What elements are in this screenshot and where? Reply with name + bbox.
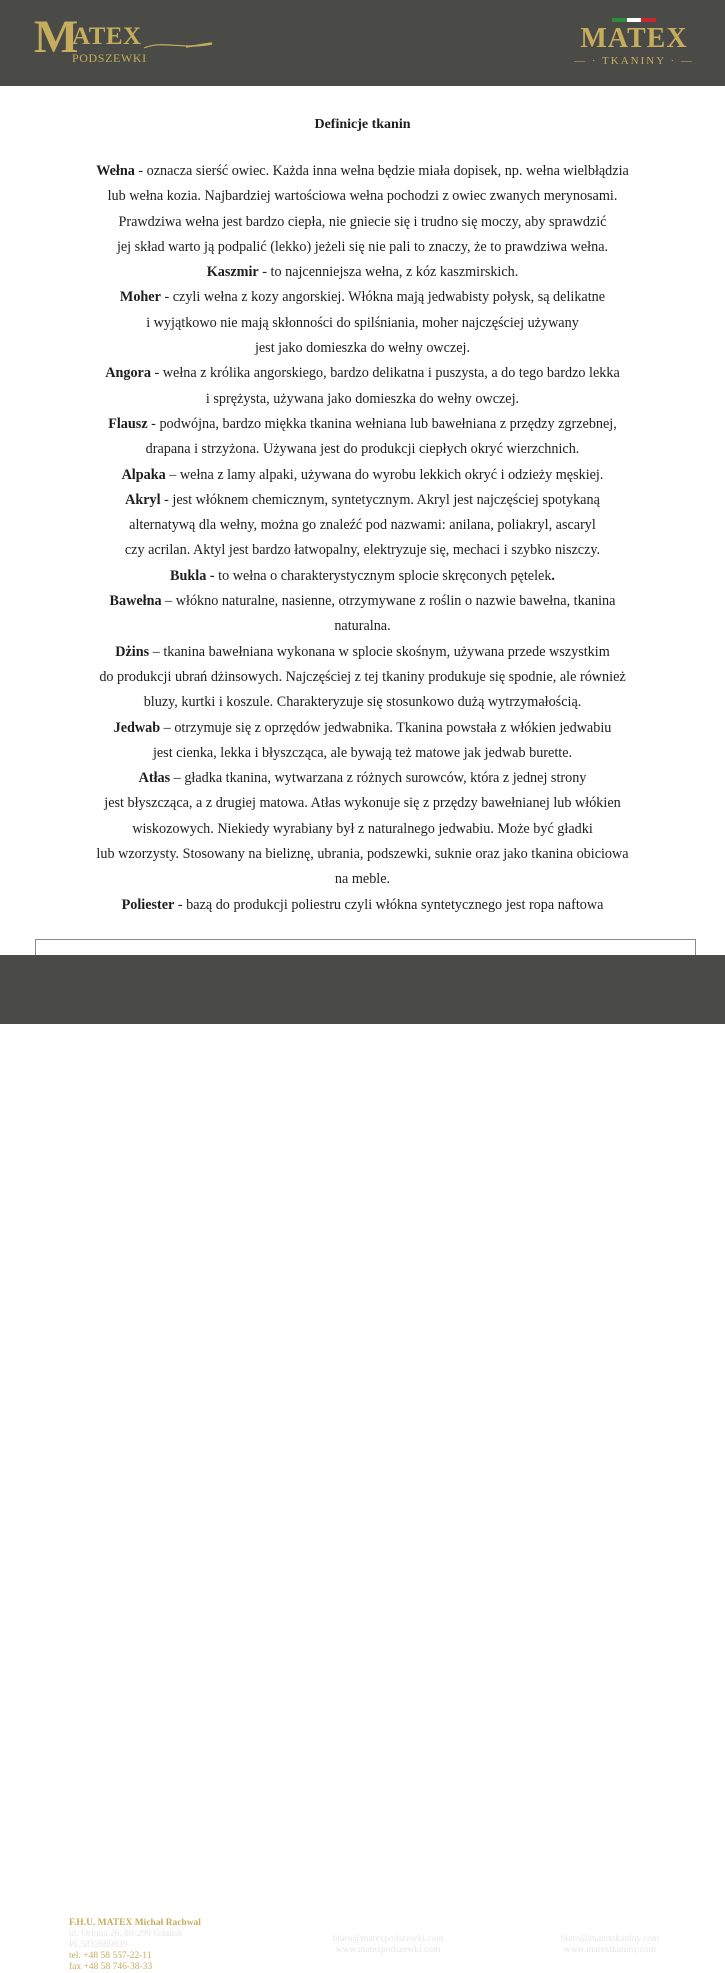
contact-tkaniny [545, 1934, 675, 1956]
definition-trail: . [551, 567, 555, 584]
definition-term: Flausz [108, 415, 148, 432]
definition-text: jest jako domieszka do wełny owczej. [254, 340, 471, 357]
definition-line [40, 361, 685, 386]
logo-word: ATEX [72, 23, 142, 50]
definition-text: i wyjątkowo nie mają skłonności do spilśniania, moher najczęściej używany [146, 314, 579, 331]
definition-line [40, 184, 685, 209]
definition-line [40, 564, 685, 589]
definition-line [40, 614, 685, 639]
definition-text: jej skład warto ją podpalić (lekko) jeżeli się nie pali to znaczy, że to prawdziwa wełna. [116, 238, 609, 255]
definition-line [40, 336, 685, 361]
definition-term: Wełna [96, 163, 135, 179]
definition-text: czy acrilan. Aktyl jest bardzo łatwopalny, elektryzuje się, mechaci i szybko niszczy. [124, 542, 601, 559]
definition-text: lub wzorzysty. Stosowany na bieliznę, ubrania, podszewki, suknie oraz jako tkanina obiciowa [96, 846, 629, 863]
definition-term: Bukla - [170, 567, 215, 584]
email-link[interactable]: biuro@matextkaniny.com [560, 1934, 660, 1944]
definition-text: i sprężysta, używana jako domieszka do wełny owczej. [205, 390, 520, 407]
definition-text: naturalna. [334, 618, 391, 635]
italian-flag-icon [612, 18, 656, 22]
definition-line [40, 260, 685, 285]
definition-line [40, 538, 685, 563]
definition-term: Alpaka [121, 466, 166, 483]
definition-line [40, 513, 685, 538]
definition-text: na meble. [334, 871, 391, 888]
logo-subtitle: TKANINY [602, 55, 666, 67]
definition-line [40, 387, 685, 412]
definition-text: do produkcji ubrań dżinsowych. Najczęściej z tej tkaniny produkuje się spodnie, ale również [99, 668, 626, 685]
definition-term: Bawełna [109, 593, 162, 610]
definition-text: – gładka tkanina, wytwarzana z różnych surowców, która z jednej strony [170, 770, 587, 787]
company-name: F.H.U. MATEX Michał Rachwal [69, 1918, 201, 1928]
definition-line [40, 766, 685, 791]
definition-line [40, 741, 685, 766]
email-link[interactable]: biuro@matexpodszewki.com [332, 1934, 444, 1944]
definition-line [40, 285, 685, 310]
definition-text: – wełna z lamy alpaki, używana do wyrobu lekkich okryć i odzieży męskiej. [165, 466, 604, 483]
document-body [40, 112, 685, 918]
definition-line [40, 817, 685, 842]
definition-text: – otrzymuje się z oprzędów jedwabnika. Tkanina powstała z włókien jedwabiu [160, 719, 612, 736]
definition-text: - oznacza sierść owiec. Każda inna wełna będzie miała dopisek, np. wełna wielbłądzia [134, 163, 629, 179]
website-link[interactable]: www.matextkaniny.com [563, 1945, 657, 1955]
definition-text: - jest włóknem chemicznym, syntetycznym. Akryl jest najczęściej spotykaną [160, 491, 600, 508]
definition-text: jest błyszcząca, a z drugiej matowa. Atłas wykonuje się z przędzy bawełnianej lub włókien [104, 795, 621, 812]
definition-line [40, 437, 685, 462]
website-link[interactable]: www.matexpodszewki.com [335, 1945, 441, 1955]
company-address: ul. Oriona 26, 80-299 Gdańsk [69, 1929, 183, 1939]
definition-text: – włókno naturalne, nasienne, otrzymywane z roślin o nazwie bawełna, tkanina [161, 593, 616, 610]
logo-subtitle: PODSZEWKI [72, 51, 147, 65]
page-header [0, 0, 725, 86]
definition-text: drapana i strzyżona. Używana jest do produkcji ciepłych okryć wierzchnich. [145, 441, 580, 458]
definition-text: - bazą do produkcji poliestru czyli włókna syntetycznego jest ropa naftowa [174, 896, 604, 913]
definition-text: - to najcenniejsza wełna, z kóz kaszmirskich. [258, 264, 519, 281]
definition-line [40, 589, 685, 614]
company-info [69, 1918, 201, 1973]
definition-line [40, 690, 685, 715]
definition-term: Kaszmir [206, 264, 259, 281]
definition-line [40, 893, 685, 918]
definition-term: Moher [119, 289, 161, 306]
logo-word: MATEX [580, 23, 688, 54]
definition-line [40, 867, 685, 892]
definition-line [40, 235, 685, 260]
logo-initial: M [34, 11, 79, 63]
definition-line [40, 463, 685, 488]
definition-line [40, 488, 685, 513]
definition-term: Dżins [115, 643, 150, 660]
definition-text: – tkanina bawełniana wykonana w splocie skośnym, używana przede wszystkim [149, 643, 610, 660]
definition-text: - wełna z królika angorskiego, bardzo delikatna i puszysta, a do tego bardzo lekka [150, 365, 620, 382]
definition-text: alternatywą dla wełny, można go znaleźć pod nazwami: anilana, poliakryl, ascaryl [129, 517, 596, 534]
definition-term: Jedwab [113, 719, 161, 736]
definition-line [40, 842, 685, 867]
definition-text: wiskozowych. Niekiedy wyrabiany był z naturalnego jedwabiu. Może być gładki [132, 820, 593, 837]
definition-term: Atłas [138, 770, 171, 787]
company-nip: PL5832669839 [69, 1940, 128, 1950]
definition-term: Angora [105, 365, 151, 382]
definition-line [40, 210, 685, 235]
definition-text: - czyli wełna z kozy angorskiej. Włókna mają jedwabisty połysk, są delikatne [160, 289, 606, 306]
footer-border [35, 939, 696, 940]
definition-text: bluzy, kurtki i koszule. Charakteryzuje się stosunkowo dużą wytrzymałością. [143, 694, 582, 711]
definition-line [40, 412, 685, 437]
definitions-list [40, 159, 685, 918]
definition-term: Akryl [125, 491, 161, 508]
definition-line [40, 791, 685, 816]
definition-text: Prawdziwa wełna jest bardzo ciepła, nie gniecie się i trudno się moczy, aby sprawdzić [118, 213, 607, 230]
needle-thread-icon [142, 38, 214, 52]
document-title: Definicje tkanin [314, 117, 411, 132]
definition-line [40, 311, 685, 336]
definition-text: to wełna o charakterystycznym splocie skręconych pętelek [214, 567, 552, 584]
company-fax: fax +48 58 746-38-33 [69, 1962, 153, 1972]
page-footer [0, 955, 725, 1972]
company-phone: tel. +48 58 557-22-11 [69, 1951, 152, 1961]
definition-line [40, 665, 685, 690]
definition-line [40, 159, 685, 184]
definition-term: Poliester [121, 896, 175, 913]
definition-line [40, 716, 685, 741]
definition-line [40, 640, 685, 665]
matex-tkaniny-logo [572, 18, 696, 70]
contact-podszewki [318, 1934, 458, 1956]
definition-text: jest cienka, lekka i błyszcząca, ale bywają też matowe jak jedwab burette. [152, 744, 573, 761]
matex-podszewki-logo [34, 11, 224, 70]
logo-subtitle-row: — · TKANINY · — [574, 55, 694, 67]
definition-text: lub wełna kozia. Najbardziej wartościowa wełna pochodzi z owiec zwanych merynosami. [107, 188, 618, 205]
definition-text: - podwójna, bardzo miękka tkanina wełniana lub bawełniana z przędzy zgrzebnej, [147, 415, 617, 432]
